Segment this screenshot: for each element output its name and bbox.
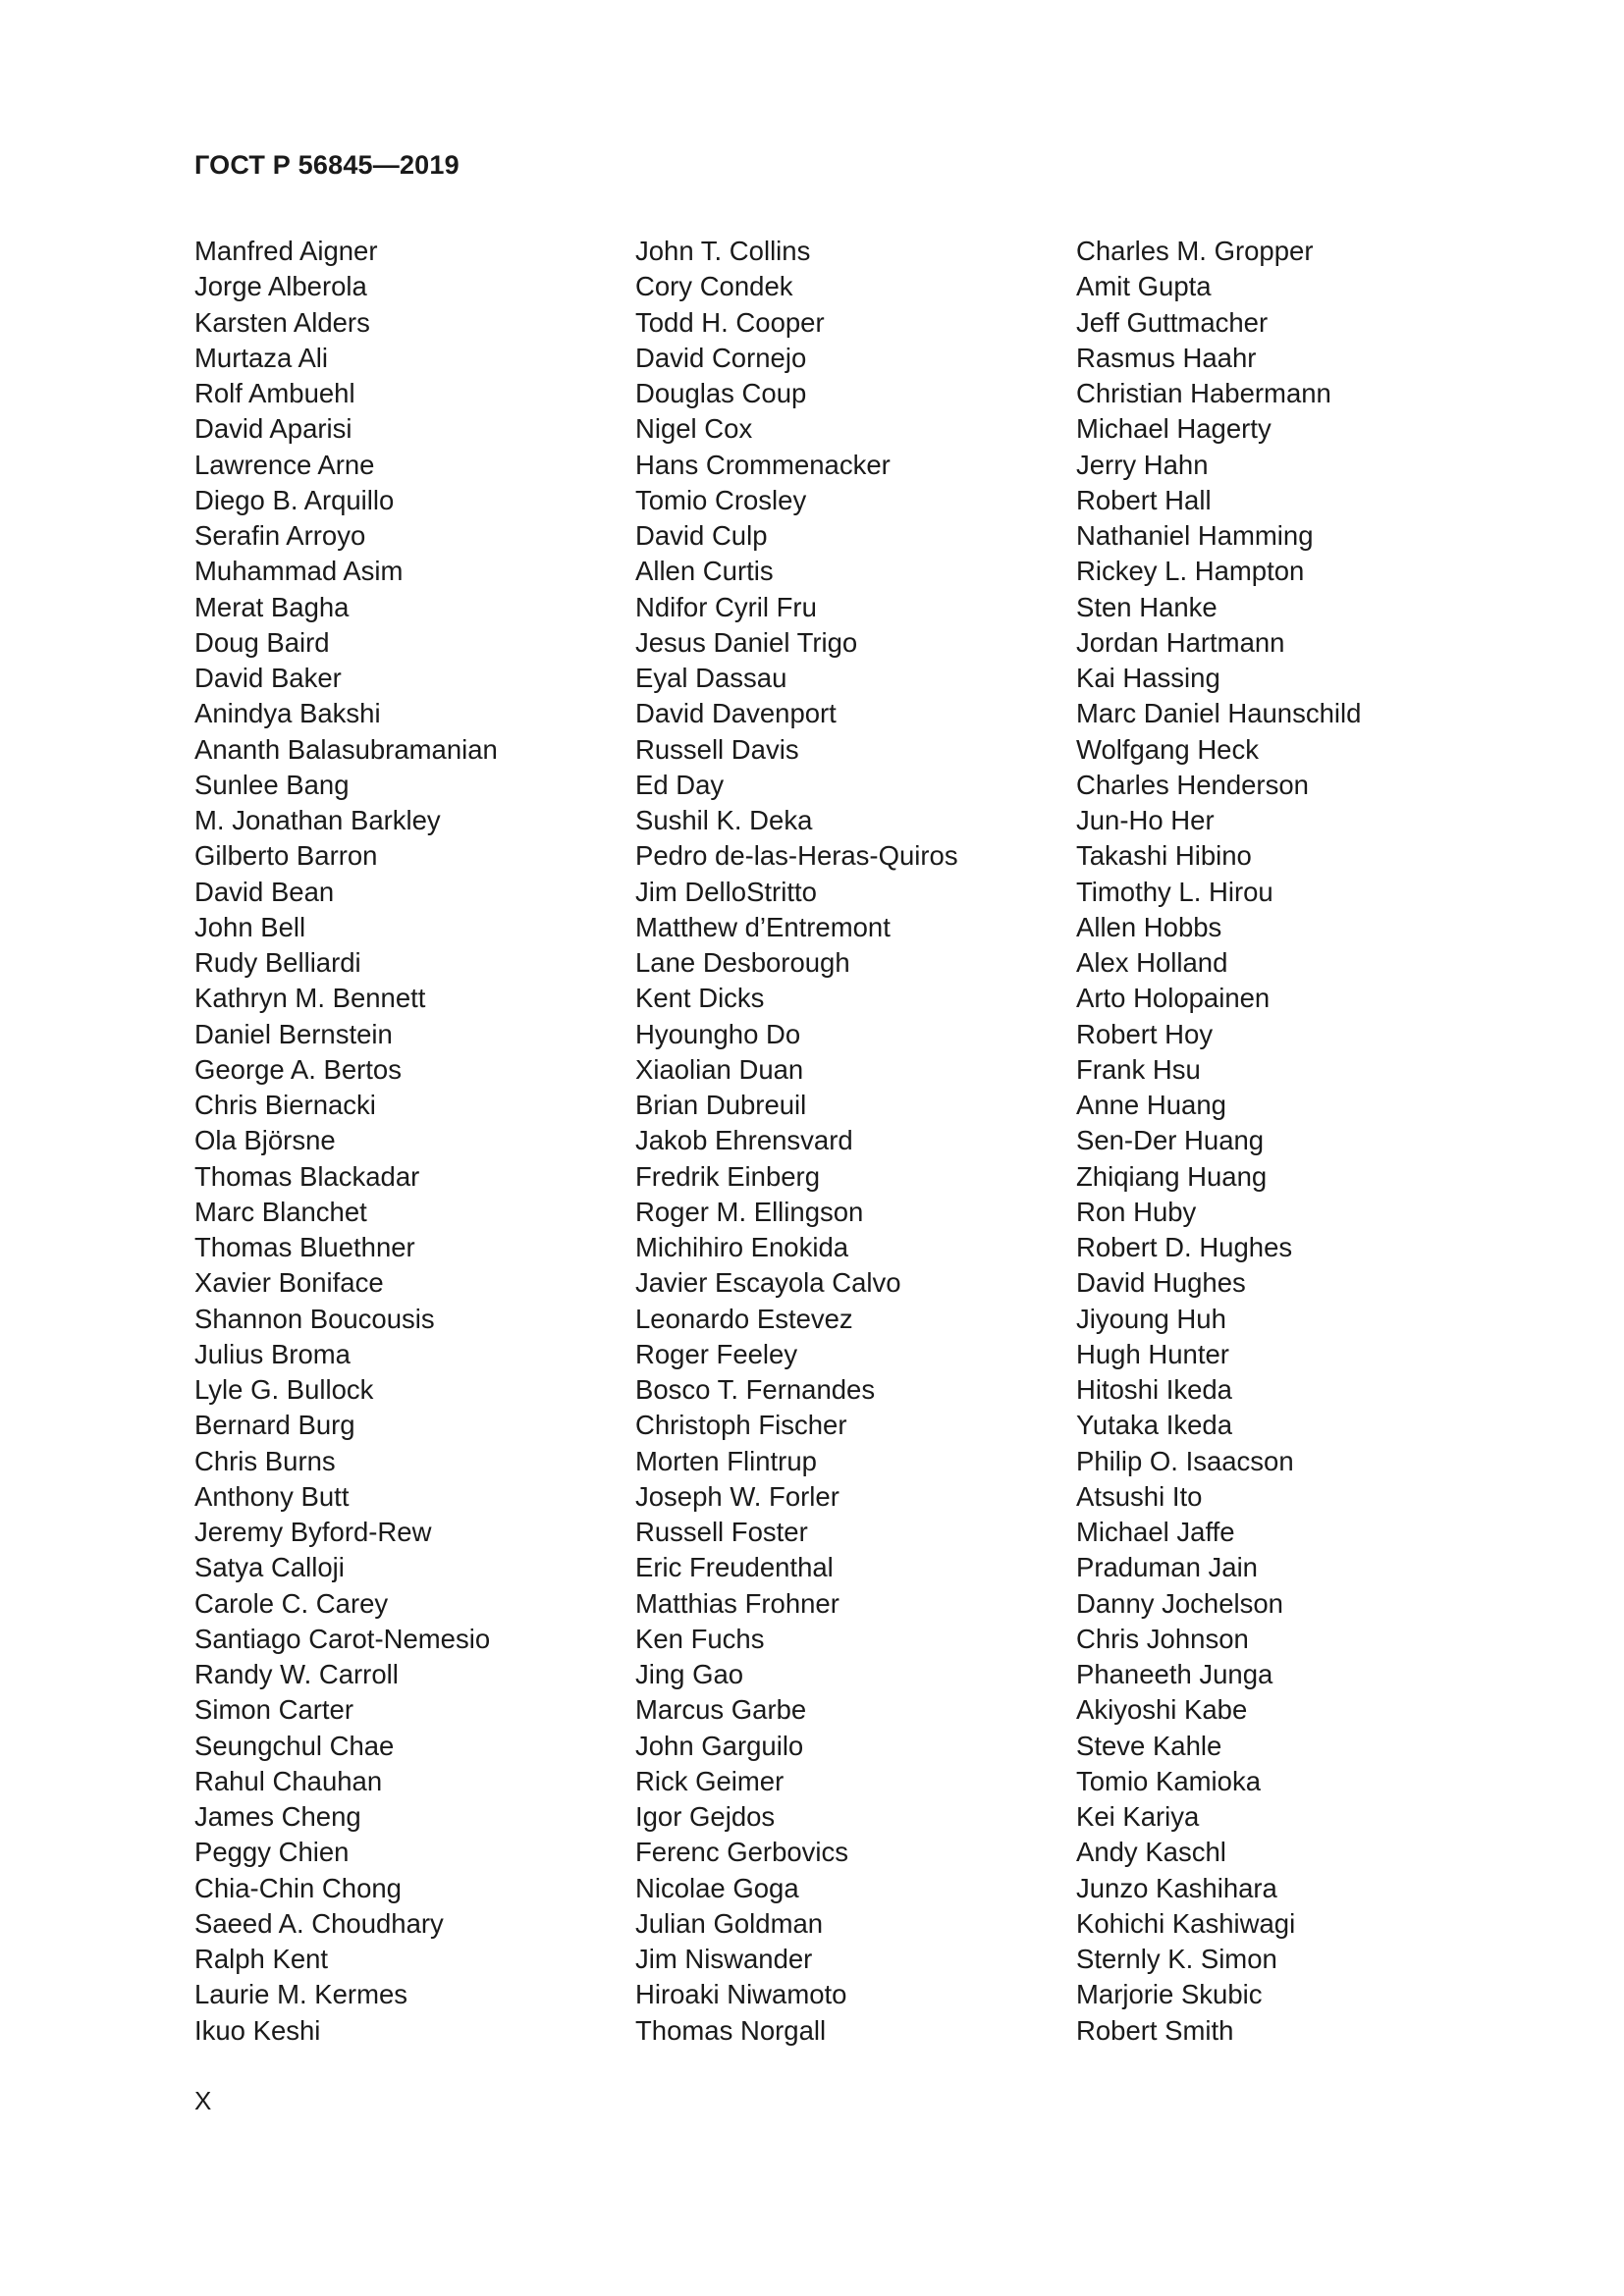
list-item: Joseph W. Forler: [635, 1480, 839, 1512]
list-item: Russell Foster: [635, 1517, 808, 1547]
list-item: Bosco T. Fernandes: [635, 1374, 876, 1405]
page-number: X: [194, 2086, 212, 2115]
list-item: Allen Hobbs: [1076, 911, 1222, 942]
list-item: Seungchul Chae: [194, 1730, 395, 1761]
list-item: Xiaolian Duan: [635, 1053, 804, 1085]
list-item: Xavier Boniface: [194, 1267, 384, 1299]
list-item: Leonardo Estevez: [635, 1303, 853, 1334]
list-item: David Culp: [635, 520, 768, 551]
list-item: Jerry Hahn: [1076, 449, 1209, 480]
list-item: Doug Baird: [194, 626, 330, 658]
list-item: Cory Condek: [635, 271, 793, 302]
list-item: Randy W. Carroll: [194, 1659, 399, 1689]
list-item: John T. Collins: [635, 236, 811, 266]
list-item: Jing Gao: [635, 1659, 744, 1689]
list-item: Ralph Kent: [194, 1944, 329, 1974]
list-item: Lyle G. Bullock: [194, 1374, 374, 1405]
list-item: Jakob Ehrensvard: [635, 1125, 853, 1156]
list-item: Julian Goldman: [635, 1907, 824, 1939]
list-item: Kathryn M. Bennett: [194, 983, 426, 1014]
list-item: Chris Burns: [194, 1445, 336, 1476]
list-item: Christoph Fischer: [635, 1410, 847, 1441]
list-item: Ron Huby: [1076, 1196, 1197, 1227]
list-item: Thomas Bluethner: [194, 1232, 415, 1262]
list-item: Rasmus Haahr: [1076, 342, 1257, 373]
list-item: Sushil K. Deka: [635, 805, 813, 835]
list-item: Nigel Cox: [635, 413, 753, 445]
list-item: Ferenc Gerbovics: [635, 1837, 849, 1868]
list-item: David Baker: [194, 663, 342, 693]
name-column-3: [1076, 234, 1508, 2049]
list-item: Jordan Hartmann: [1076, 626, 1285, 658]
list-item: Wolfgang Heck: [1076, 733, 1259, 765]
list-item: Michael Jaffe: [1076, 1517, 1235, 1547]
list-item: M. Jonathan Barkley: [194, 805, 441, 835]
list-item: Robert D. Hughes: [1076, 1232, 1293, 1262]
list-item: Kent Dicks: [635, 983, 765, 1014]
list-item: Matthias Frohner: [635, 1587, 839, 1619]
list-item: Santiago Carot-Nemesio: [194, 1623, 491, 1654]
list-item: Phaneeth Junga: [1076, 1659, 1273, 1689]
list-item: Bernard Burg: [194, 1410, 355, 1441]
list-item: Marcus Garbe: [635, 1694, 807, 1726]
list-item: Zhiqiang Huang: [1076, 1160, 1268, 1192]
list-item: Peggy Chien: [194, 1837, 350, 1868]
name-column-1: [194, 234, 626, 2049]
list-item: David Davenport: [635, 698, 837, 729]
list-item: Matthew d’Entremont: [635, 911, 891, 942]
list-item: Nicolae Goga: [635, 1872, 799, 1903]
list-item: Kohichi Kashiwagi: [1076, 1907, 1296, 1939]
list-item: Akiyoshi Kabe: [1076, 1694, 1248, 1726]
list-item: Charles Henderson: [1076, 769, 1309, 800]
list-item: David Aparisi: [194, 413, 352, 445]
list-item: Rickey L. Hampton: [1076, 556, 1305, 587]
list-item: Sten Hanke: [1076, 591, 1218, 622]
list-item: Ola Björsne: [194, 1125, 336, 1156]
list-item: Douglas Coup: [635, 378, 807, 408]
list-item: Takashi Hibino: [1076, 840, 1252, 872]
list-item: Chris Johnson: [1076, 1623, 1249, 1654]
list-item: Merat Bagha: [194, 591, 350, 622]
list-item: Serafin Arroyo: [194, 520, 366, 551]
list-item: Hiroaki Niwamoto: [635, 1979, 847, 2010]
list-item: Chris Biernacki: [194, 1090, 376, 1120]
list-item: John Bell: [194, 911, 306, 942]
list-item: Todd H. Cooper: [635, 306, 825, 338]
list-item: Rick Geimer: [635, 1765, 785, 1796]
list-item: Jim Niswander: [635, 1944, 813, 1974]
list-item: Marjorie Skubic: [1076, 1979, 1263, 2010]
list-item: Rahul Chauhan: [194, 1765, 383, 1796]
list-item: Tomio Crosley: [635, 484, 807, 515]
list-item: Fredrik Einberg: [635, 1160, 820, 1192]
list-item: David Bean: [194, 876, 335, 907]
list-item: Michihiro Enokida: [635, 1232, 849, 1262]
list-item: Charles M. Gropper: [1076, 236, 1314, 266]
list-item: Atsushi Ito: [1076, 1480, 1203, 1512]
list-item: Junzo Kashihara: [1076, 1872, 1277, 1903]
list-item: Kei Kariya: [1076, 1801, 1200, 1832]
list-item: Jesus Daniel Trigo: [635, 626, 858, 658]
list-item: Robert Smith: [1076, 2014, 1234, 2046]
list-item: Hitoshi Ikeda: [1076, 1374, 1232, 1405]
list-item: Jeff Guttmacher: [1076, 306, 1269, 338]
list-item: Michael Hagerty: [1076, 413, 1272, 445]
list-item: Yutaka Ikeda: [1076, 1410, 1233, 1441]
list-item: Rolf Ambuehl: [194, 378, 355, 408]
list-item: Russell Davis: [635, 733, 799, 765]
list-item: Igor Gejdos: [635, 1801, 776, 1832]
list-item: Nathaniel Hamming: [1076, 520, 1314, 551]
list-item: Ananth Balasubramanian: [194, 733, 498, 765]
list-item: Satya Calloji: [194, 1552, 345, 1583]
list-item: Allen Curtis: [635, 556, 774, 587]
list-item: Frank Hsu: [1076, 1053, 1201, 1085]
list-item: Tomio Kamioka: [1076, 1765, 1261, 1796]
list-item: Saeed A. Choudhary: [194, 1907, 444, 1939]
list-item: Daniel Bernstein: [194, 1018, 393, 1049]
list-item: Marc Blanchet: [194, 1196, 367, 1227]
list-item: Lane Desborough: [635, 947, 850, 978]
list-item: Rudy Belliardi: [194, 947, 361, 978]
list-item: Brian Dubreuil: [635, 1090, 807, 1120]
list-item: James Cheng: [194, 1801, 361, 1832]
list-item: Robert Hall: [1076, 484, 1212, 515]
list-item: Muhammad Asim: [194, 556, 404, 587]
list-item: Alex Holland: [1076, 947, 1228, 978]
list-item: Amit Gupta: [1076, 271, 1212, 302]
list-item: Carole C. Carey: [194, 1587, 389, 1619]
list-item: Hans Crommenacker: [635, 449, 891, 480]
list-item: Ed Day: [635, 769, 725, 800]
list-item: David Cornejo: [635, 342, 807, 373]
list-item: Jeremy Byford-Rew: [194, 1517, 432, 1547]
list-item: Robert Hoy: [1076, 1018, 1214, 1049]
list-item: Anne Huang: [1076, 1090, 1226, 1120]
list-item: Marc Daniel Haunschild: [1076, 698, 1362, 729]
list-item: Kai Hassing: [1076, 663, 1220, 693]
list-item: Javier Escayola Calvo: [635, 1267, 901, 1299]
list-item: Thomas Blackadar: [194, 1160, 420, 1192]
list-item: Sunlee Bang: [194, 769, 350, 800]
list-item: Danny Jochelson: [1076, 1587, 1283, 1619]
list-item: Shannon Boucousis: [194, 1303, 435, 1334]
list-item: Morten Flintrup: [635, 1445, 817, 1476]
list-item: Eric Freudenthal: [635, 1552, 834, 1583]
list-item: Philip O. Isaacson: [1076, 1445, 1294, 1476]
list-item: Jim DelloStritto: [635, 876, 817, 907]
list-item: Anthony Butt: [194, 1480, 350, 1512]
list-item: John Garguilo: [635, 1730, 804, 1761]
list-item: Praduman Jain: [1076, 1552, 1258, 1583]
list-item: Simon Carter: [194, 1694, 353, 1726]
list-item: Roger M. Ellingson: [635, 1196, 864, 1227]
list-item: Christian Habermann: [1076, 378, 1331, 408]
document-header: ГОСТ Р 56845—2019: [194, 150, 460, 180]
list-item: Ikuo Keshi: [194, 2014, 321, 2046]
list-item: Laurie M. Kermes: [194, 1979, 408, 2010]
name-column-2: [635, 234, 1067, 2049]
list-item: Julius Broma: [194, 1338, 351, 1369]
list-item: George A. Bertos: [194, 1053, 402, 1085]
list-item: Sen-Der Huang: [1076, 1125, 1265, 1156]
list-item: Chia-Chin Chong: [194, 1872, 402, 1903]
list-item: David Hughes: [1076, 1267, 1246, 1299]
list-item: Murtaza Ali: [194, 342, 329, 373]
list-item: Manfred Aigner: [194, 236, 378, 266]
list-item: Jorge Alberola: [194, 271, 367, 302]
list-item: Ndifor Cyril Fru: [635, 591, 817, 622]
list-item: Anindya Bakshi: [194, 698, 381, 729]
list-item: Andy Kaschl: [1076, 1837, 1226, 1868]
list-item: Roger Feeley: [635, 1338, 798, 1369]
list-item: Lawrence Arne: [194, 449, 375, 480]
list-item: Karsten Alders: [194, 306, 370, 338]
list-item: Timothy L. Hirou: [1076, 876, 1273, 907]
list-item: Hyoungho Do: [635, 1018, 801, 1049]
list-item: Jiyoung Huh: [1076, 1303, 1226, 1334]
list-item: Hugh Hunter: [1076, 1338, 1229, 1369]
list-item: Arto Holopainen: [1076, 983, 1271, 1014]
list-item: Sternly K. Simon: [1076, 1944, 1277, 1974]
list-item: Ken Fuchs: [635, 1623, 765, 1654]
list-item: Steve Kahle: [1076, 1730, 1222, 1761]
list-item: Diego B. Arquillo: [194, 484, 395, 515]
list-item: Pedro de-las-Heras-Quiros: [635, 840, 958, 872]
list-item: Gilberto Barron: [194, 840, 378, 872]
list-item: Thomas Norgall: [635, 2014, 827, 2046]
list-item: Eyal Dassau: [635, 663, 787, 693]
list-item: Jun-Ho Her: [1076, 805, 1215, 835]
